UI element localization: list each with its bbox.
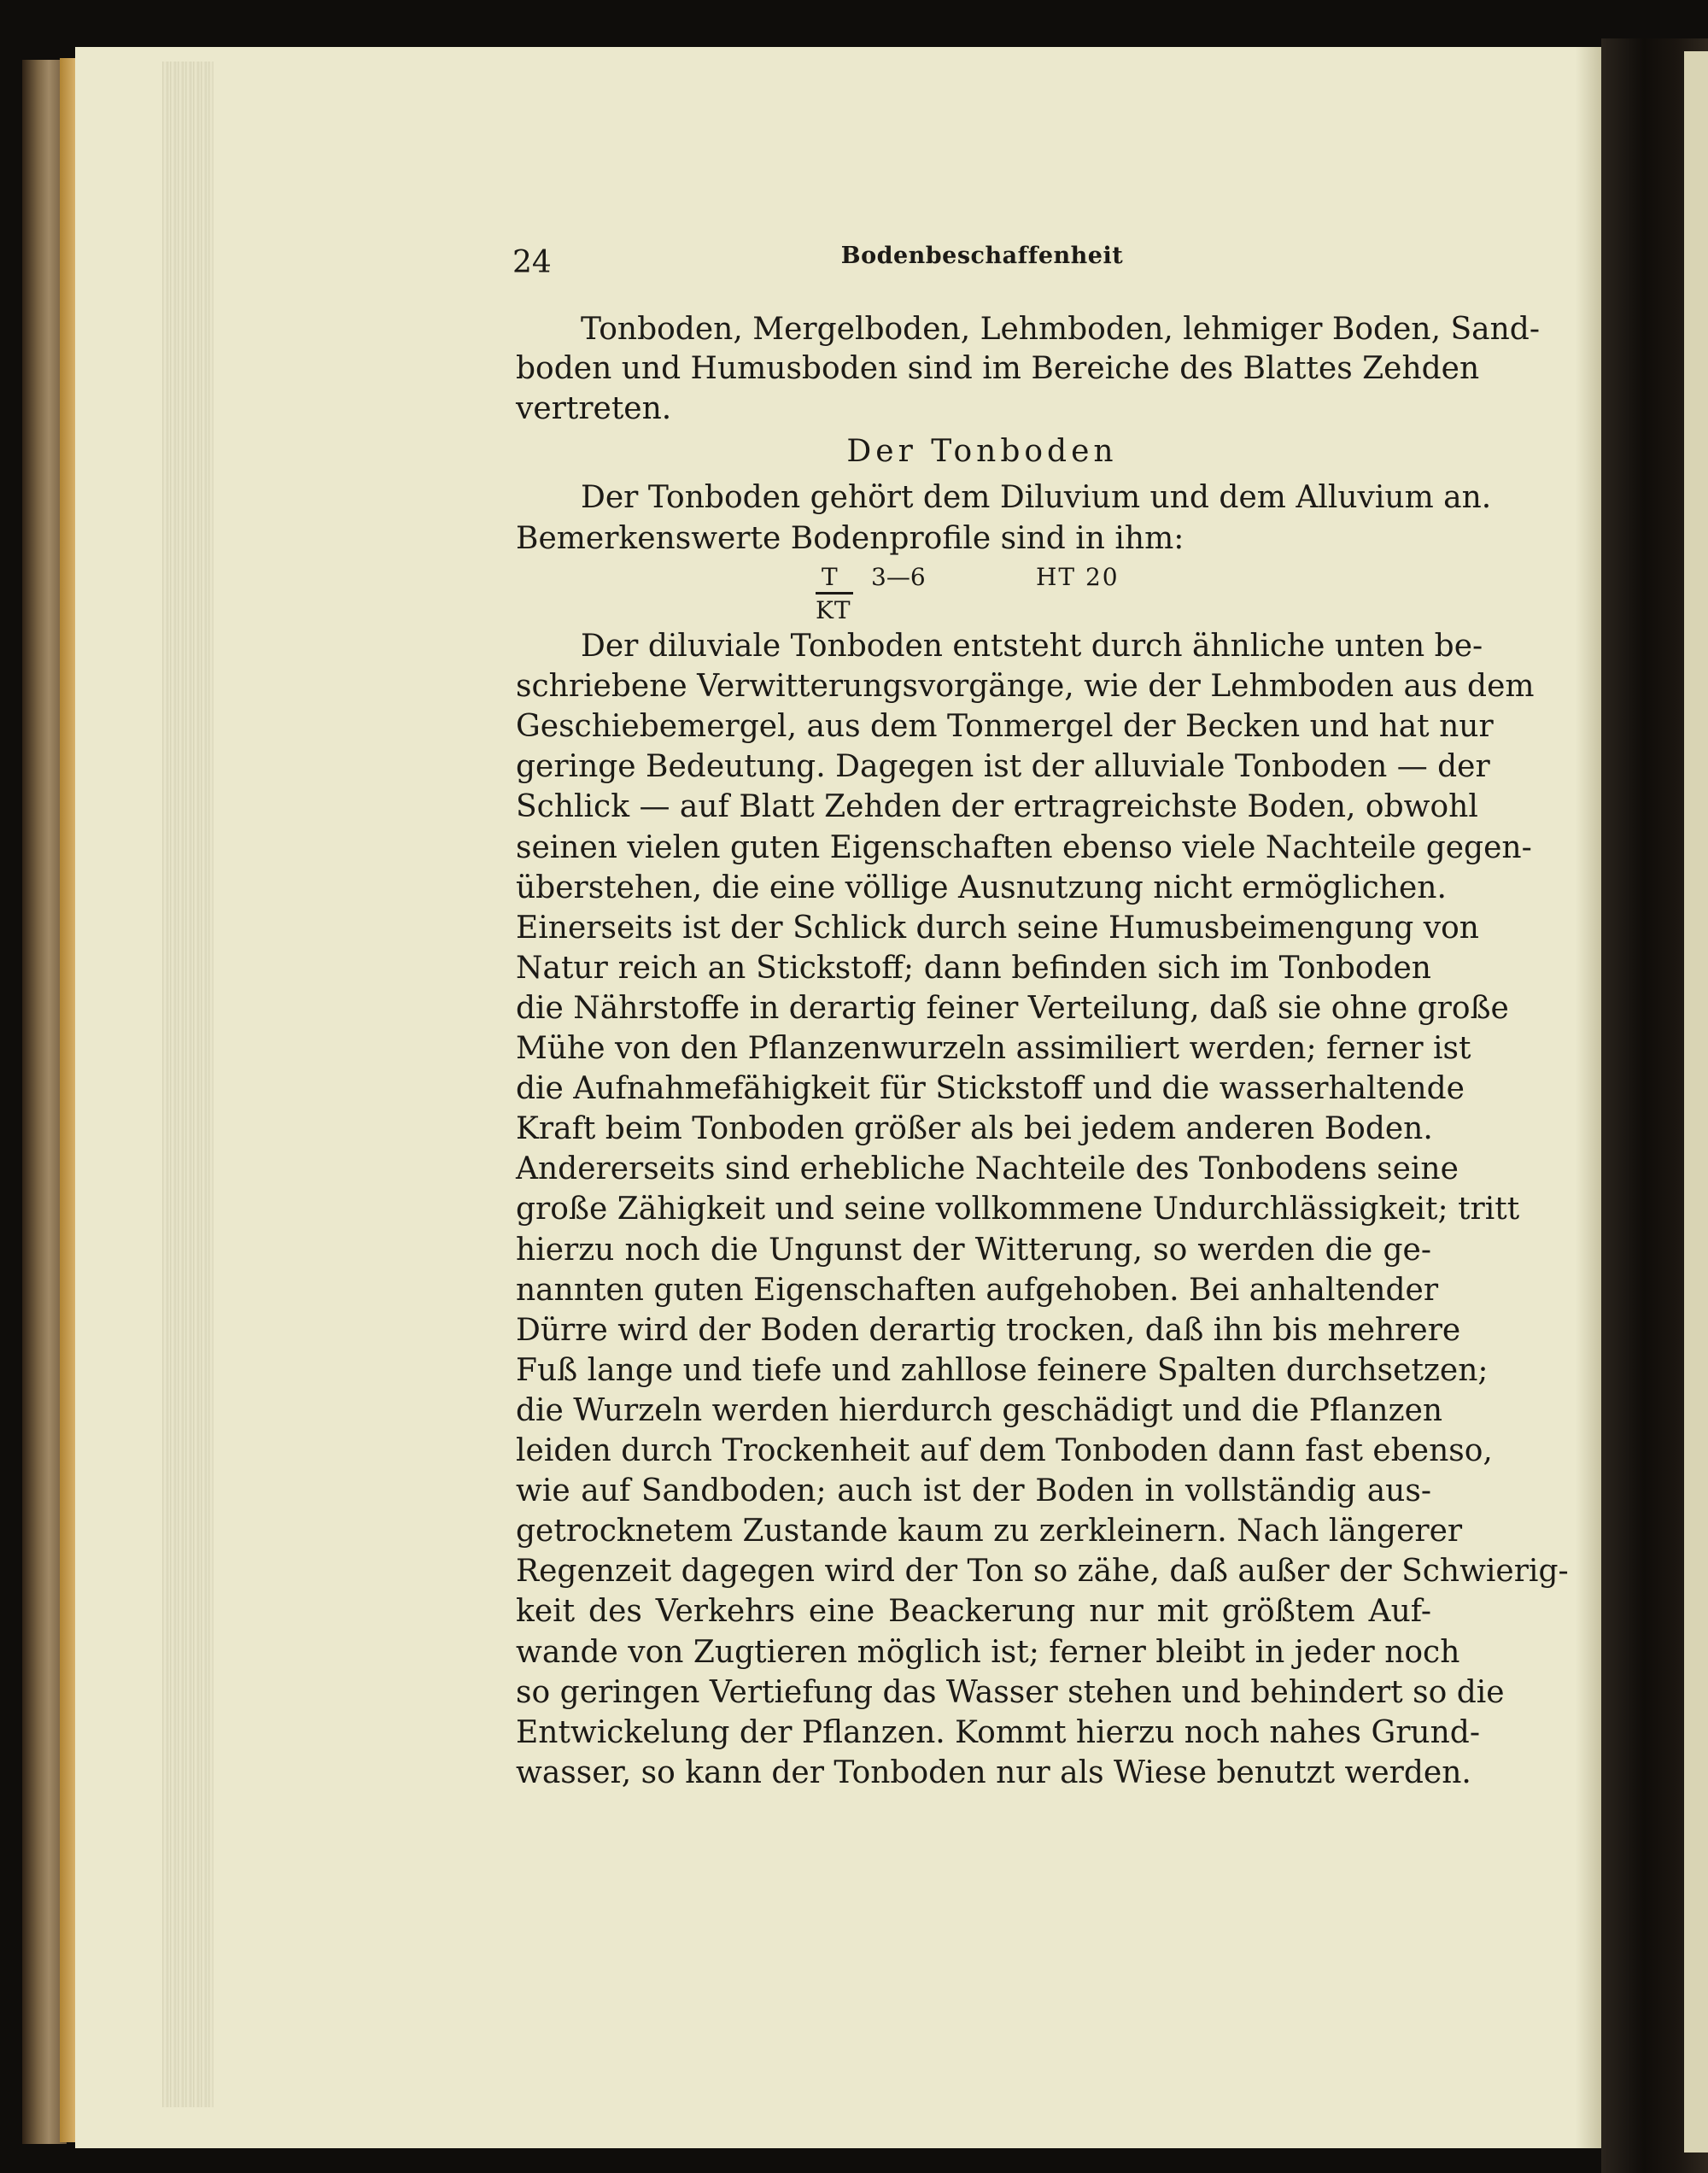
body-line: getrocknetem Zustande kaum zu zerkleinern. Nach längerer bbox=[516, 1514, 1463, 1549]
body-line: seinen vielen guten Eigenschaften ebenso viele Nachteile gegen- bbox=[516, 830, 1532, 865]
body-line: die Aufnahmefähigkeit für Stickstoff und die wasserhaltende bbox=[516, 1071, 1465, 1106]
body-line: hierzu noch die Ungunst der Witterung, so werden die ge- bbox=[516, 1233, 1431, 1268]
body-line: leiden durch Trockenheit auf dem Tonboden dann fast ebenso, bbox=[516, 1433, 1493, 1468]
profile-fraction-bar bbox=[816, 592, 853, 594]
body-line: nannten guten Eigenschaften aufgehoben. Bei anhaltender bbox=[516, 1273, 1439, 1308]
body-line: geringe Bedeutung. Dagegen ist der alluviale Tonboden — der bbox=[516, 749, 1490, 784]
body-line: keit des Verkehrs eine Beackerung nur mit größtem Auf- bbox=[516, 1594, 1431, 1629]
body-line: Kraft beim Tonboden größer als bei jedem anderen Boden. bbox=[516, 1111, 1433, 1146]
profile-numerator: T bbox=[822, 563, 838, 591]
section-intro-line: Der Tonboden gehört dem Diluvium und dem Alluvium an. bbox=[581, 480, 1492, 515]
body-line: Entwickelung der Pflanzen. Kommt hierzu noch nahes Grund- bbox=[516, 1715, 1480, 1750]
section-title: Der Tonboden bbox=[846, 434, 1118, 469]
profile-second: HT 20 bbox=[1036, 563, 1120, 591]
body-line: wande von Zugtieren möglich ist; ferner bleibt in jeder noch bbox=[516, 1635, 1460, 1670]
body-line: Regenzeit dagegen wird der Ton so zähe, daß außer der Schwierig- bbox=[516, 1554, 1569, 1589]
profile-denominator: KT bbox=[816, 596, 851, 624]
running-head: Bodenbeschaffenheit bbox=[840, 243, 1124, 269]
body-line: schriebene Verwitterungsvorgänge, wie der Lehmboden aus dem bbox=[516, 669, 1535, 704]
body-line: Mühe von den Pflanzenwurzeln assimiliert werden; ferner ist bbox=[516, 1031, 1471, 1066]
body-line: so geringen Vertiefung das Wasser stehen und behindert so die bbox=[516, 1675, 1505, 1710]
body-line: Einerseits ist der Schlick durch seine Humusbeimengung von bbox=[516, 911, 1479, 946]
section-intro-line: Bemerkenswerte Bodenprofile sind in ihm: bbox=[516, 521, 1184, 556]
body-line: Dürre wird der Boden derartig trocken, daß ihn bis mehrere bbox=[516, 1313, 1461, 1348]
page-number: 24 bbox=[512, 245, 552, 280]
intro-line: vertreten. bbox=[516, 391, 672, 426]
body-line: die Wurzeln werden hierdurch geschädigt und die Pflanzen bbox=[516, 1393, 1443, 1428]
body-line: Natur reich an Stickstoff; dann befinden sich im Tonboden bbox=[516, 951, 1431, 986]
body-line: Der diluviale Tonboden entsteht durch ähnliche unten be- bbox=[581, 629, 1483, 664]
body-line: überstehen, die eine völlige Ausnutzung nicht ermöglichen. bbox=[516, 870, 1447, 905]
body-line: Schlick — auf Blatt Zehden der ertragreichste Boden, obwohl bbox=[516, 789, 1478, 824]
body-line: Andererseits sind erhebliche Nachteile des Tonbodens seine bbox=[516, 1151, 1459, 1186]
body-line: wie auf Sandboden; auch ist der Boden in vollständig aus- bbox=[516, 1473, 1431, 1508]
intro-line: Tonboden, Mergelboden, Lehmboden, lehmiger Boden, Sand- bbox=[581, 312, 1540, 347]
intro-line: boden und Humusboden sind im Bereiche des Blattes Zehden bbox=[516, 351, 1480, 386]
profile-range: 3—6 bbox=[871, 563, 926, 591]
body-line: Geschiebemergel, aus dem Tonmergel der Becken und hat nur bbox=[516, 709, 1494, 744]
body-line: Fuß lange und tiefe und zahllose feinere Spalten durchsetzen; bbox=[516, 1353, 1489, 1388]
body-line: die Nährstoffe in derartig feiner Verteilung, daß sie ohne große bbox=[516, 991, 1509, 1026]
body-line: große Zähigkeit und seine vollkommene Undurchlässigkeit; tritt bbox=[516, 1192, 1520, 1227]
body-line: wasser, so kann der Tonboden nur als Wiese benutzt werden. bbox=[516, 1755, 1471, 1790]
